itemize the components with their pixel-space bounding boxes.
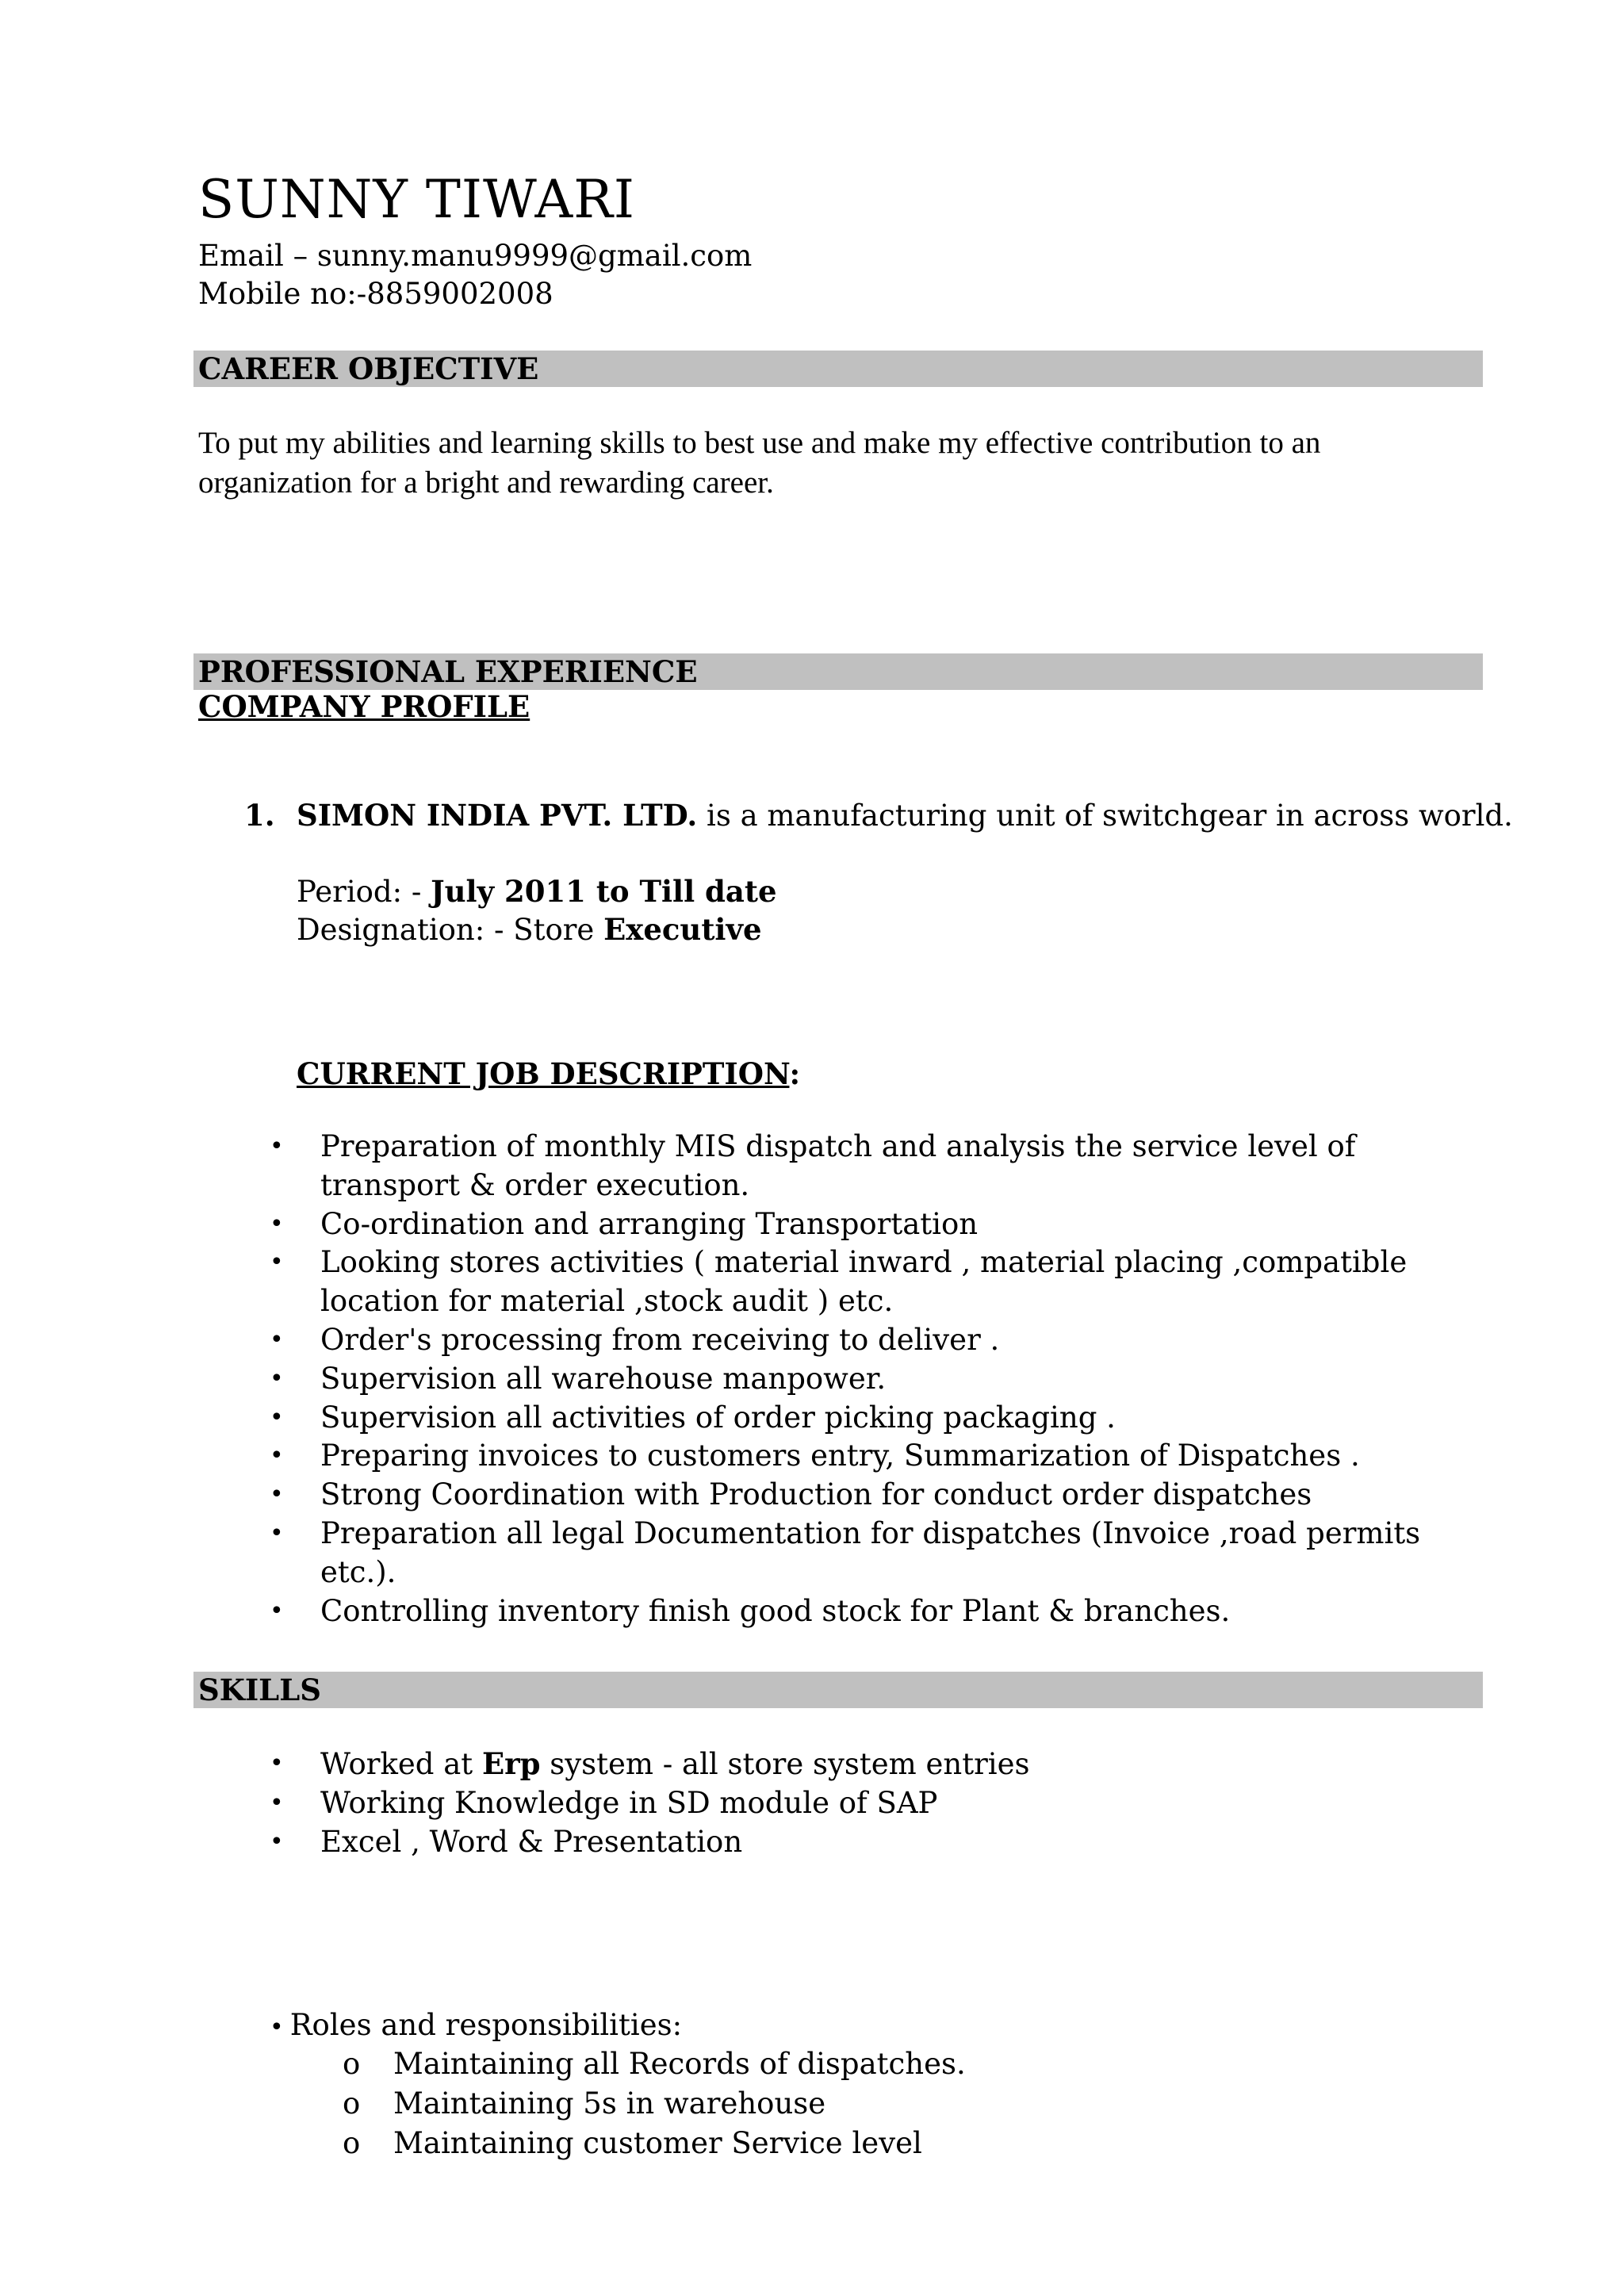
duty-item xyxy=(270,1399,1483,1438)
period-value: July 2011 to Till date xyxy=(431,874,777,909)
skill-item xyxy=(270,1745,1483,1784)
skills-list xyxy=(270,1745,1483,1861)
role-text: Maintaining 5s in warehouse xyxy=(393,2086,826,2121)
skill-item xyxy=(270,1784,1483,1823)
duty-text: Supervision all activities of order picking packaging . xyxy=(320,1400,1116,1435)
roles-title: Roles and responsibilities: xyxy=(289,2008,683,2042)
duty-item xyxy=(270,1437,1483,1476)
company-name: SIMON INDIA PVT. LTD. xyxy=(297,798,698,833)
duty-text: Preparing invoices to customers entry, Summarization of Dispatches . xyxy=(320,1439,1360,1473)
duty-item xyxy=(270,1243,1483,1321)
company-profile-title: COMPANY PROFILE xyxy=(198,689,530,724)
duty-text: Controlling inventory finish good stock for Plant & branches. xyxy=(320,1593,1231,1628)
skill-text: Excel , Word & Presentation xyxy=(320,1824,743,1859)
duty-item xyxy=(270,1476,1483,1515)
job-description-title: CURRENT JOB DESCRIPTION xyxy=(297,1056,790,1091)
bullet-icon: • xyxy=(270,1442,284,1470)
duty-item xyxy=(270,1515,1483,1592)
circle-marker-icon: o xyxy=(343,2047,361,2081)
email-line: Email – sunny.manu9999@gmail.com xyxy=(198,239,753,273)
bullet-icon: • xyxy=(270,1325,284,1354)
role-text: Maintaining customer Service level xyxy=(393,2126,922,2160)
company-line xyxy=(297,796,1513,835)
duty-text: Co-ordination and arranging Transportation xyxy=(320,1206,979,1241)
skills-bar xyxy=(193,1672,1483,1708)
skill-prefix: Worked at xyxy=(320,1747,482,1781)
designation-value: Executive xyxy=(603,912,762,947)
duty-text: Preparation of monthly MIS dispatch and analysis the service level of transport & order execution. xyxy=(320,1129,1356,1202)
duty-item xyxy=(270,1592,1483,1631)
role-item xyxy=(343,2044,966,2084)
mobile-line: Mobile no:-8859002008 xyxy=(198,277,553,311)
duties-list xyxy=(270,1128,1483,1630)
duty-item xyxy=(270,1128,1483,1205)
job-description-heading xyxy=(297,1055,800,1093)
experience-title: PROFESSIONAL EXPERIENCE xyxy=(198,654,698,689)
bullet-icon: • xyxy=(270,1596,284,1625)
job-description-colon: : xyxy=(789,1056,801,1091)
period-line xyxy=(297,872,777,911)
bullet-icon: • xyxy=(270,1209,284,1238)
role-text: Maintaining all Records of dispatches. xyxy=(393,2047,966,2081)
career-objective-text xyxy=(198,423,1459,503)
objective-line: To put my abilities and learning skills to best use and make my effective contribution to an xyxy=(198,426,1321,460)
objective-line: organization for a bright and rewarding career. xyxy=(198,466,774,500)
duty-text: Strong Coordination with Production for conduct order dispatches xyxy=(320,1477,1312,1512)
duty-text: Supervision all warehouse manpower. xyxy=(320,1361,887,1396)
role-item xyxy=(343,2084,966,2124)
company-number: 1. xyxy=(244,798,275,833)
bullet-icon: • xyxy=(270,1248,284,1277)
bullet-icon: • xyxy=(270,2013,284,2041)
bullet-icon: • xyxy=(270,1519,284,1547)
circle-marker-icon: o xyxy=(343,2126,361,2160)
designation-label: Designation: - Store xyxy=(297,913,604,947)
roles-list xyxy=(343,2044,966,2163)
career-objective-title: CAREER OBJECTIVE xyxy=(198,351,539,386)
skill-text: Working Knowledge in SD module of SAP xyxy=(320,1785,938,1820)
company-description: is a manufacturing unit of switchgear in across world. xyxy=(697,799,1513,833)
bullet-icon: • xyxy=(270,1132,284,1160)
candidate-name: SUNNY TIWARI xyxy=(198,169,635,230)
skill-bold: Erp xyxy=(481,1746,541,1781)
skill-item xyxy=(270,1823,1483,1862)
skill-suffix: system - all store system entries xyxy=(540,1747,1030,1781)
duty-text: Preparation all legal Documentation for dispatches (Invoice ,road permits etc.). xyxy=(320,1515,1421,1589)
designation-line xyxy=(297,910,762,949)
bullet-icon: • xyxy=(270,1827,284,1856)
bullet-icon: • xyxy=(270,1403,284,1431)
roles-heading xyxy=(270,2006,682,2047)
duty-item xyxy=(270,1205,1483,1244)
bullet-icon: • xyxy=(270,1749,284,1777)
bullet-icon: • xyxy=(270,1481,284,1509)
bullet-icon: • xyxy=(270,1788,284,1817)
duty-text: Looking stores activities ( material inward , material placing ,compatible location for material ,stock audit ) etc. xyxy=(320,1245,1408,1319)
period-label: Period: - xyxy=(297,875,431,909)
duty-item xyxy=(270,1321,1483,1360)
duty-text: Order's processing from receiving to deliver . xyxy=(320,1322,1000,1357)
role-item xyxy=(343,2124,966,2163)
circle-marker-icon: o xyxy=(343,2086,361,2121)
duty-item xyxy=(270,1360,1483,1399)
bullet-icon: • xyxy=(270,1364,284,1393)
skills-title: SKILLS xyxy=(198,1672,321,1707)
